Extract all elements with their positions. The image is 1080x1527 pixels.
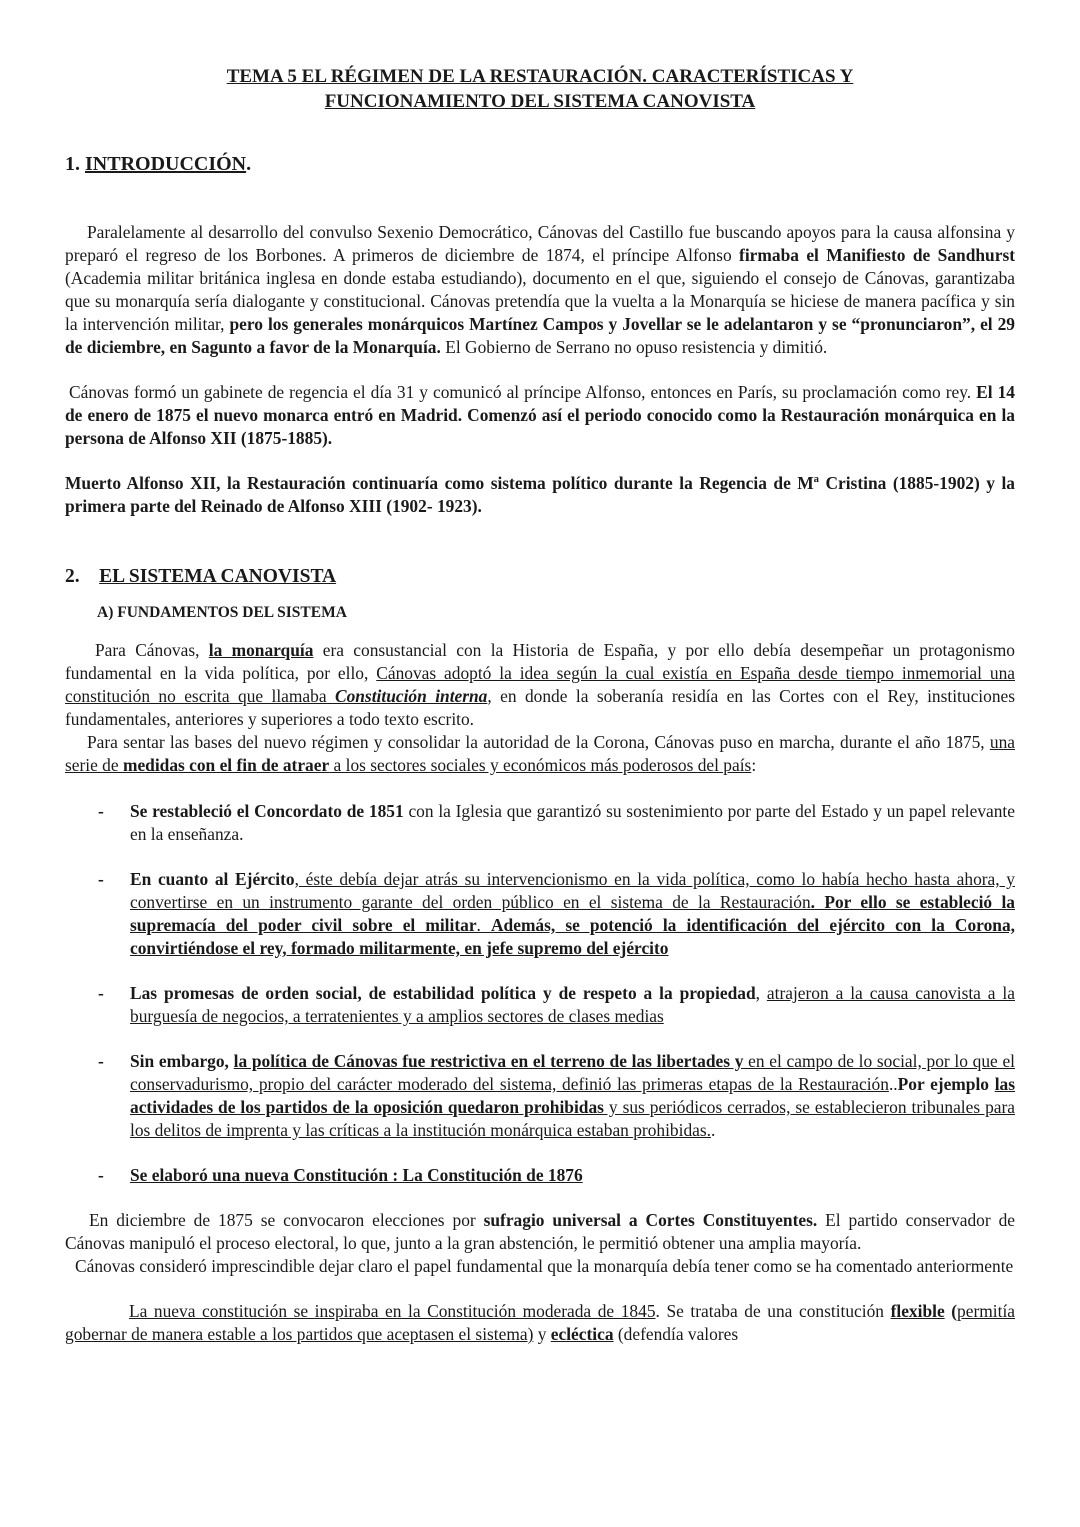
constitucion-paragraph-3: La nueva constitución se inspiraba en la Constitución moderada de 1845. Se trataba de una constitución flexible (permitía gobernar de manera estable a los partidos que aceptasen el sistema) y ecléctica (defendía valores: [65, 1301, 1015, 1344]
bullet-concordato: - Se restableció el Concordato de 1851 con la Iglesia que garantizó su sostenimiento por parte del Estado y un papel relevante en la enseñanza.: [98, 801, 1015, 844]
intro-paragraph-3: Muerto Alfonso XII, la Restauración continuaría como sistema político durante la Regencia de Mª Cristina (1885-1902) y la primera parte del Reinado de Alfonso XIII (1902- 1923).: [65, 473, 1015, 516]
section-2-heading: 2. EL SISTEMA CANOVISTA: [65, 566, 337, 587]
fundamentos-paragraph-2: Para sentar las bases del nuevo régimen y consolidar la autoridad de la Corona, Cánovas puso en marcha, durante el año 1875, una serie de medidas con el fin de atraer a los sectores sociales y económicos más poderosos del país:: [65, 732, 1015, 775]
intro-paragraph-1: Paralelamente al desarrollo del convulso Sexenio Democrático, Cánovas del Castillo fue buscando apoyos para la causa alfonsina y preparó el regreso de los Borbones. A primeros de diciembre de 1874, el príncipe Alfonso firmaba el Manifiesto de Sandhurst (Academia militar británica inglesa en donde estaba estudiando), documento en el que, siguiendo el consejo de Cánovas, garantizaba que su monarquía sería dialogante y constitucional. Cánovas pretendía que la vuelta a la Monarquía se hiciese de manera pacífica y sin la intervención militar, pero los generales monárquicos Martínez Campos y Jovellar se le adelantaron y se “pronunciaron”, el 29 de diciembre, en Sagunto a favor de la Monarquía. El Gobierno de Serrano no opuso resistencia y dimitió.: [65, 222, 1016, 357]
fundamentos-paragraph-1: Para Cánovas, la monarquía era consustancial con la Historia de España, y por ello debía desempeñar un protagonismo fundamental en la vida política, por ello, Cánovas adoptó la idea según la cual existía en España desde tiempo inmemorial una constitución no escrita que llamaba Constitución interna, en donde la soberanía residía en las Cortes con el Rey, instituciones fundamentales, anteriores y superiores a todo texto escrito.: [65, 640, 1016, 729]
title-line-2: FUNCIONAMIENTO DEL SISTEMA CANOVISTA: [324, 91, 756, 112]
bullet-libertades: - Sin embargo, la política de Cánovas fue restrictiva en el terreno de las libertades y en el campo de lo social, por lo que el conservadurismo, propio del carácter moderado del sistema, definió las primeras etapas de la Restauración..Por ejemplo las actividades de los partidos de la oposición quedaron prohibidas y sus periódicos cerrados, se establecieron tribunales para los delitos de imprenta y las críticas a la institución monárquica estaban prohibidas..: [98, 1051, 1016, 1140]
bullet-constitucion: - Se elaboró una nueva Constitución : La Constitución de 1876: [98, 1165, 583, 1185]
intro-paragraph-2: Cánovas formó un gabinete de regencia el día 31 y comunicó al príncipe Alfonso, entonces en París, su proclamación como rey. El 14 de enero de 1875 el nuevo monarca entró en Madrid. Comenzó así el periodo conocido como la Restauración monárquica en la persona de Alfonso XII (1875-1885).: [65, 382, 1016, 448]
title-line-1: TEMA 5 EL RÉGIMEN DE LA RESTAURACIÓN. CARACTERÍSTICAS Y: [226, 66, 854, 87]
subsection-a-heading: A) FUNDAMENTOS DEL SISTEMA: [97, 604, 347, 621]
constitucion-paragraph-2: Cánovas consideró imprescindible dejar claro el papel fundamental que la monarquía debía tener como se ha comentado anteriormente: [75, 1256, 1014, 1276]
document-page: [65, 64, 1015, 1346]
bullet-ejercito: - En cuanto al Ejército, éste debía dejar atrás su intervencionismo en la vida política, como lo había hecho hasta ahora, y convertirse en un instrumento garante del orden público en el sistema de la Restauración. Por ello se estableció la supremacía del poder civil sobre el militar. Además, se potenció la identificación del ejército con la Corona, convirtiéndose el rey, formado militarmente, en jefe supremo del ejército: [98, 869, 1015, 958]
constitucion-paragraph-1: En diciembre de 1875 se convocaron elecciones por sufragio universal a Cortes Constituyentes. El partido conservador de Cánovas manipuló el proceso electoral, lo que, junto a la gran abstención, le permitió obtener una amplia mayoría.: [65, 1210, 1015, 1253]
section-1-heading: 1. INTRODUCCIÓN.: [65, 153, 252, 175]
bullet-promesas: - Las promesas de orden social, de estabilidad política y de respeto a la propiedad, atrajeron a la causa canovista a la burguesía de negocios, a terratenientes y a amplios sectores de clases medias: [98, 983, 1015, 1026]
document-title: [65, 64, 1015, 114]
